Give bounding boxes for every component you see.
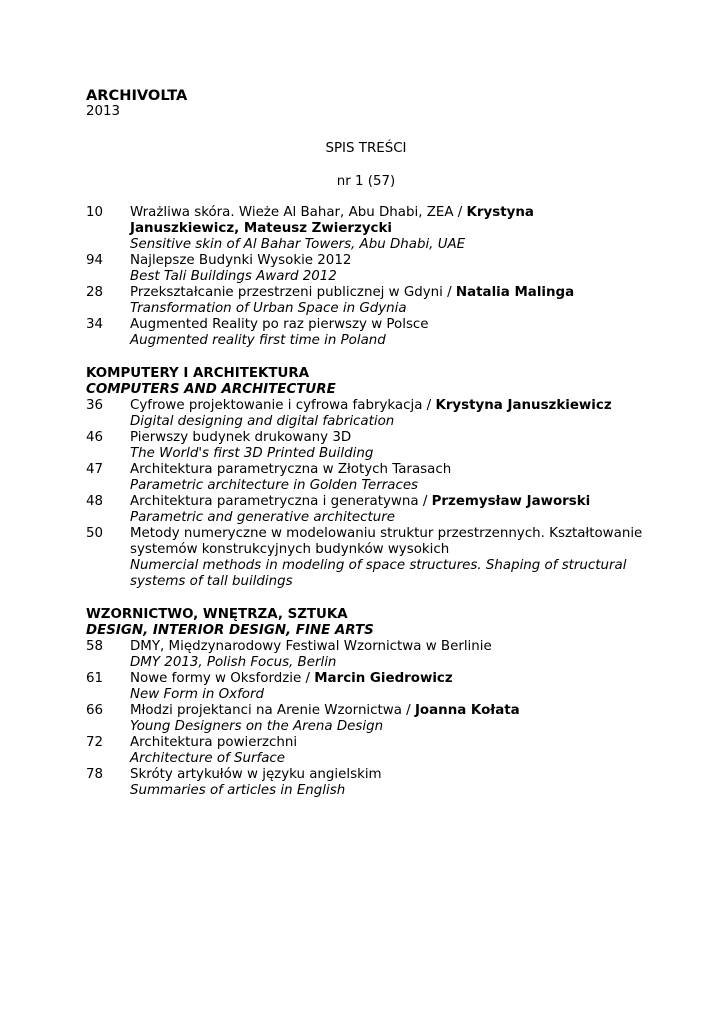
toc-page [86, 87, 646, 799]
entry-title-pl-line [130, 398, 646, 414]
entry-title-pl-line [130, 735, 646, 751]
toc-entry [86, 735, 646, 767]
section-heading [86, 607, 646, 639]
entry-body [130, 703, 646, 735]
entry-author: Joanna Kołata [414, 703, 520, 718]
entry-title-pl: Przekształcanie przestrzeni publicznej w Gdyni / [130, 285, 456, 300]
entry-title-pl: Najlepsze Budynki Wysokie 2012 [130, 253, 352, 268]
entry-title-en: Sensitive skin of Al Bahar Towers, Abu Dhabi, UAE [130, 237, 466, 252]
entry-title-pl-line [130, 639, 646, 655]
entry-title-pl-line [130, 671, 646, 687]
entry-author: Natalia Malinga [455, 285, 575, 300]
section-heading [86, 366, 646, 398]
entry-title-pl-line [130, 462, 646, 478]
entry-author: Marcin Giedrowicz [314, 671, 453, 686]
section-heading-pl: WZORNICTWO, WNĘTRZA, SZTUKA [86, 607, 348, 622]
entry-title-pl-line [130, 430, 646, 446]
entry-title-en: Parametric and generative architecture [130, 510, 395, 525]
entry-title-pl: Architektura parametryczna i generatywna / [130, 494, 432, 509]
entry-body [130, 526, 646, 590]
entry-author: Krystyna Januszkiewicz, Mateusz Zwierzycki [130, 205, 534, 236]
entry-body [130, 494, 646, 526]
entry-title-en: Transformation of Urban Space in Gdynia [130, 301, 407, 316]
entry-title-pl-line [130, 526, 646, 558]
entry-body [130, 430, 646, 462]
entry-title-pl: Młodzi projektanci na Arenie Wzornictwa / [130, 703, 415, 718]
page-number: 46 [86, 430, 104, 445]
section-heading-en: DESIGN, INTERIOR DESIGN, FINE ARTS [86, 623, 374, 638]
page-number: 34 [86, 317, 104, 332]
entry-body [130, 205, 646, 253]
entry-title-pl: Pierwszy budynek drukowany 3D [130, 430, 352, 445]
entry-author: Krystyna Januszkiewicz [435, 398, 612, 413]
entry-title-pl-line [130, 703, 646, 719]
entry-title-pl: DMY, Międzynarodowy Festiwal Wzornictwa w Berlinie [130, 639, 492, 654]
page-number: 47 [86, 462, 104, 477]
entry-title-pl: Skróty artykułów w języku angielskim [130, 767, 382, 782]
toc-entry [86, 398, 646, 430]
entry-title-en: Digital designing and digital fabrication [130, 414, 395, 429]
entry-title-en: DMY 2013, Polish Focus, Berlin [130, 655, 337, 670]
entry-title-pl-line [130, 205, 646, 237]
entry-body [130, 253, 646, 285]
entry-title-en: Best Tali Buildings Award 2012 [130, 269, 337, 284]
entry-body [130, 671, 646, 703]
entry-body [130, 317, 646, 349]
toc-entries [86, 205, 646, 799]
entry-title-pl-line [130, 767, 646, 783]
toc-entry [86, 703, 646, 735]
entry-title-en: The World's first 3D Printed Building [130, 446, 374, 461]
entry-title-en: Augmented reality first time in Poland [130, 333, 386, 348]
entry-title-pl: Cyfrowe projektowanie i cyfrowa fabrykacja / [130, 398, 436, 413]
toc-entry [86, 253, 646, 285]
entry-title-pl-line [130, 494, 646, 510]
toc-entry [86, 317, 646, 349]
entry-author: Przemysław Jaworski [431, 494, 591, 509]
entry-body [130, 462, 646, 494]
entry-title-pl-line [130, 317, 646, 333]
entry-title-pl: Architektura parametryczna w Złotych Tarasach [130, 462, 452, 477]
toc-entry [86, 767, 646, 799]
toc-entry [86, 671, 646, 703]
page-number: 78 [86, 767, 104, 782]
page-number: 50 [86, 526, 104, 541]
entry-title-pl: Augmented Reality po raz pierwszy w Polsce [130, 317, 429, 332]
toc-group [86, 607, 646, 799]
page-number: 48 [86, 494, 104, 509]
page-number: 94 [86, 253, 104, 268]
entry-title-en: Young Designers on the Arena Design [130, 719, 384, 734]
entry-title-pl: Nowe formy w Oksfordzie / [130, 671, 315, 686]
toc-entry [86, 462, 646, 494]
magazine-title: ARCHIVOLTA [86, 87, 188, 104]
entry-title-pl: Architektura powierzchni [130, 735, 298, 750]
entry-title-pl: Metody numeryczne w modelowaniu struktur przestrzennych. Kształtowanie systemów konstrukcyjnych budynków wysokich [130, 526, 643, 557]
year: 2013 [86, 104, 121, 119]
entry-title-en: Parametric architecture in Golden Terraces [130, 478, 419, 493]
toc-entry [86, 526, 646, 590]
page-number: 28 [86, 285, 104, 300]
entry-title-en: Summaries of articles in English [130, 783, 346, 798]
page-number: 61 [86, 671, 104, 686]
entry-title-en: New Form in Oxford [130, 687, 265, 702]
toc-entry [86, 430, 646, 462]
page-number: 36 [86, 398, 104, 413]
toc-entry [86, 285, 646, 317]
section-heading-en: COMPUTERS AND ARCHITECTURE [86, 382, 336, 397]
entry-title-pl-line [130, 285, 646, 301]
section-heading-pl: KOMPUTERY I ARCHITEKTURA [86, 366, 310, 381]
entry-body [130, 767, 646, 799]
toc-group [86, 366, 646, 590]
page-number: 58 [86, 639, 104, 654]
page-number: 66 [86, 703, 104, 718]
page-number: 10 [86, 205, 104, 220]
toc-title: SPIS TREŚCI [325, 141, 407, 156]
entry-body [130, 735, 646, 767]
toc-entry [86, 494, 646, 526]
page-number: 72 [86, 735, 104, 750]
toc-group [86, 205, 646, 349]
entry-title-pl: Wrażliwa skóra. Wieże Al Bahar, Abu Dhabi, ZEA / [130, 205, 467, 220]
entry-title-en: Numercial methods in modeling of space structures. Shaping of structural systems of tall buildings [130, 558, 627, 589]
toc-entry [86, 639, 646, 671]
toc-entry [86, 205, 646, 253]
entry-body [130, 398, 646, 430]
entry-body [130, 639, 646, 671]
entry-title-en: Architecture of Surface [130, 751, 285, 766]
entry-title-pl-line [130, 253, 646, 269]
entry-body [130, 285, 646, 317]
issue-number: nr 1 (57) [336, 174, 396, 189]
